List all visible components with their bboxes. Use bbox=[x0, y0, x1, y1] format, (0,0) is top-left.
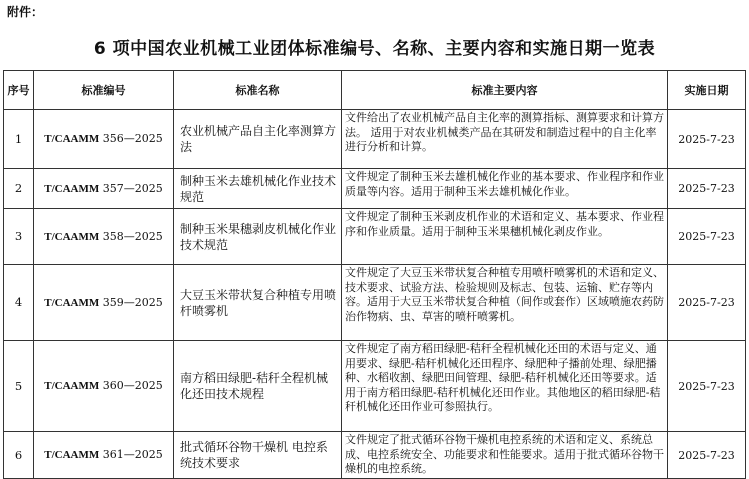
row-content: 文件规定了南方稻田绿肥-秸秆全程机械化还田的术语与定义、通用要求、绿肥-秸秆机械化还田程序、绿肥种子播前处理、绿肥播种、水稻收割、绿肥田间管理、绿肥-秸秆机械化还田等要求。适用于南方稻田绿肥-秸秆机械化还田作业。其他地区的稻田绿肥-秸秆机械化还田作业可参照执行。 bbox=[342, 341, 668, 432]
table-row bbox=[4, 169, 746, 209]
row-content: 文件规定了大豆玉米带状复合种植专用喷杆喷雾机的术语和定义、技术要求、试验方法、检验规则及标志、包装、运输、贮存等内容。适用于大豆玉米带状复合种植（间作或套作）区域喷施农药防治作物病、虫、草害的喷杆喷雾机。 bbox=[342, 265, 668, 341]
table-row bbox=[4, 110, 746, 169]
row-seq: 1 bbox=[4, 110, 34, 169]
code-prefix: T/CAAMM bbox=[44, 182, 100, 195]
code-number: 359—2025 bbox=[99, 295, 163, 309]
row-date: 2025-7-23 bbox=[668, 265, 746, 341]
row-code bbox=[34, 341, 174, 432]
table-row bbox=[4, 209, 746, 265]
row-name: 制种玉米果穗剥皮机械化作业技术规范 bbox=[174, 209, 342, 265]
row-code bbox=[34, 209, 174, 265]
row-seq: 2 bbox=[4, 169, 34, 209]
row-seq: 6 bbox=[4, 432, 34, 479]
row-date: 2025-7-23 bbox=[668, 432, 746, 479]
code-prefix: T/CAAMM bbox=[44, 380, 100, 392]
table-row bbox=[4, 432, 746, 479]
annex-label: 附件： bbox=[7, 5, 44, 19]
row-date: 2025-7-23 bbox=[668, 169, 746, 209]
row-seq: 5 bbox=[4, 341, 34, 432]
code-number: 360—2025 bbox=[99, 379, 163, 392]
row-code bbox=[34, 265, 174, 341]
code-number: 357—2025 bbox=[99, 181, 163, 195]
row-date: 2025-7-23 bbox=[668, 209, 746, 265]
row-name: 农业机械产品自主化率测算方法 bbox=[174, 110, 342, 169]
header-content: 标准主要内容 bbox=[342, 71, 668, 110]
row-date: 2025-7-23 bbox=[668, 341, 746, 432]
code-number: 361—2025 bbox=[99, 448, 163, 461]
row-date: 2025-7-23 bbox=[668, 110, 746, 169]
row-content: 文件规定了制种玉米剥皮机作业的术语和定义、基本要求、作业程序和作业质量。适用于制种玉米果穗机械化剥皮作业。 bbox=[342, 209, 668, 265]
code-number: 358—2025 bbox=[99, 229, 163, 243]
table-row bbox=[4, 341, 746, 432]
row-seq: 3 bbox=[4, 209, 34, 265]
row-name: 南方稻田绿肥-秸秆全程机械化还田技术规程 bbox=[174, 341, 342, 432]
row-code bbox=[34, 110, 174, 169]
code-prefix: T/CAAMM bbox=[44, 230, 100, 243]
code-prefix: T/CAAMM bbox=[44, 296, 100, 309]
row-content: 文件给出了农业机械产品自主化率的测算指标、测算要求和计算方法。 适用于对农业机械类产品在其研发和制造过程中的自主化率进行分析和计算。 bbox=[342, 110, 668, 169]
table-header-row bbox=[4, 71, 746, 110]
row-seq: 4 bbox=[4, 265, 34, 341]
row-name: 大豆玉米带状复合种植专用喷杆喷雾机 bbox=[174, 265, 342, 341]
header-date: 实施日期 bbox=[668, 71, 746, 110]
row-name: 制种玉米去雄机械化作业技术规范 bbox=[174, 169, 342, 209]
document-title: 6 项中国农业机械工业团体标准编号、名称、主要内容和实施日期一览表 bbox=[93, 39, 656, 59]
row-content: 文件规定了批式循环谷物干燥机电控系统的术语和定义、系统总成、电控系统安全、功能要求和性能要求。适用于批式循环谷物干燥机的电控系统。 bbox=[342, 432, 668, 479]
header-code: 标准编号 bbox=[34, 71, 174, 110]
row-code bbox=[34, 432, 174, 479]
row-code bbox=[34, 169, 174, 209]
code-prefix: T/CAAMM bbox=[44, 449, 100, 461]
code-number: 356—2025 bbox=[99, 132, 163, 145]
standards-table bbox=[3, 70, 746, 479]
header-name: 标准名称 bbox=[174, 71, 342, 110]
code-prefix: T/CAAMM bbox=[44, 133, 100, 145]
header-seq: 序号 bbox=[4, 71, 34, 110]
row-content: 文件规定了制种玉米去雄机械化作业的基本要求、作业程序和作业质量等内容。适用于制种玉米去雄机械化作业。 bbox=[342, 169, 668, 209]
table-row bbox=[4, 265, 746, 341]
row-name: 批式循环谷物干燥机 电控系统技术要求 bbox=[174, 432, 342, 479]
